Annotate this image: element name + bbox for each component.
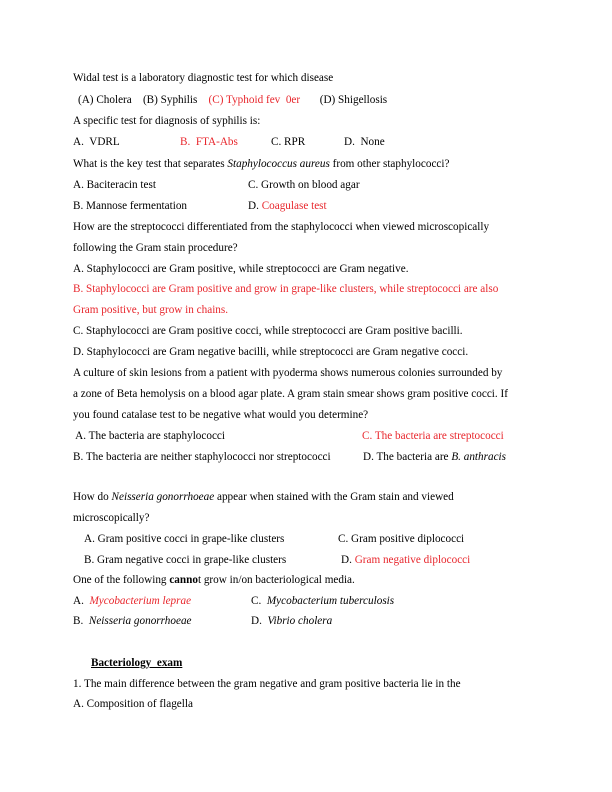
option-d: D. Coagulase test [248,200,327,212]
question-staph-aureus-options-2 [73,199,327,213]
question-staph-aureus-options-1 [73,178,360,192]
question-pyoderma-options-1 [73,429,504,443]
option-b-answer: B. Staphylococci are Gram positive and grow in grape-like clusters, while streptococci are also [73,283,499,295]
option-c-answer: C. The bacteria are streptococci [362,430,504,442]
option-a: A. Mycobacterium leprae [73,595,192,607]
option-b: B. Neisseria gonorrhoeae [73,615,192,627]
question-widal-options [78,93,387,107]
option-c: C. Mycobacterium tuberculosis [251,595,395,607]
option-d: D. The bacteria are B. anthracis [363,451,507,463]
question-cannot-grow-options-2 [73,614,333,628]
question-cannot-grow-options-1 [73,594,395,608]
option-d: (D) Shigellosis [319,94,388,106]
option-d: D. None [344,136,385,148]
option-b: B. Gram negative cocci in grape-like clusters [84,554,287,566]
option-a: A. Staphylococci are Gram positive, while streptococci are Gram negative. [73,263,409,275]
option-d: D. Vibrio cholera [251,615,333,627]
question-neisseria-options-1 [84,532,465,546]
section-heading: Bacteriology exam [91,657,183,669]
option-a: A. VDRL [73,136,120,148]
question-neisseria: How do Neisseria gonorrhoeae appear when stained with the Gram stain and viewed [73,491,454,503]
option-b-answer-line2: Gram positive, but grow in chains. [73,304,229,316]
question-syphilis: A specific test for diagnosis of syphilis is: [73,115,261,127]
question-pyoderma-line2: a zone of Beta hemolysis on a blood agar plate. A gram stain smear shows gram positive cocci. If [73,388,508,400]
option-a-answer: Mycobacterium leprae [89,595,192,607]
option-d-answer: Gram negative diplococci [354,554,471,566]
question-pyoderma: A culture of skin lesions from a patient with pyoderma shows numerous colonies surrounded by [73,367,503,379]
option-a: (A) Cholera [78,94,132,106]
option-a: A. The bacteria are staphylococci [73,430,225,442]
question-widal: Widal test is a laboratory diagnostic test for which disease [73,72,334,84]
option-c: C. RPR [271,136,306,148]
option-b: (B) Syphilis [142,94,198,106]
question-strep-vs-staph-line2: following the Gram stain procedure? [73,242,238,254]
exam-question-1-option-a: A. Composition of flagella [73,698,193,710]
option-c: C. Gram positive diplococci [338,533,465,545]
question-pyoderma-line3: you found catalase test to be negative what would you determine? [73,409,369,421]
question-strep-vs-staph: How are the streptococci differentiated from the staphylococci when viewed microscopically [73,221,490,233]
option-b: B. Mannose fermentation [73,200,188,212]
question-neisseria-line2: microscopically? [73,512,150,524]
option-a: A. Baciteracin test [73,179,156,191]
option-d: D. Gram negative diplococci [341,554,471,566]
option-c: C. Staphylococci are Gram positive cocci, while streptococci are Gram positive bacilli. [73,325,463,337]
question-syphilis-options [73,135,385,149]
exam-question-1: 1. The main difference between the gram negative and gram positive bacteria lie in the [73,678,461,690]
option-d: D. Staphylococci are Gram negative bacilli, while streptococci are Gram negative cocci. [73,346,469,358]
option-c: C. Growth on blood agar [248,179,360,191]
option-d-answer: Coagulase test [261,200,327,212]
option-a: A. Gram positive cocci in grape-like clusters [84,533,285,545]
question-pyoderma-options-2 [73,450,507,464]
option-b: B. The bacteria are neither staphylococci nor streptococci [73,451,331,463]
question-staph-aureus: What is the key test that separates Staphylococcus aureus from other staphylococci? [73,158,450,170]
question-neisseria-options-2 [84,553,471,567]
question-cannot-grow: One of the following cannot grow in/on bacteriological media. [73,574,355,586]
option-b-answer: B. FTA-Abs [180,136,238,148]
option-c-answer: (C) Typhoid fev 0er [208,94,301,106]
